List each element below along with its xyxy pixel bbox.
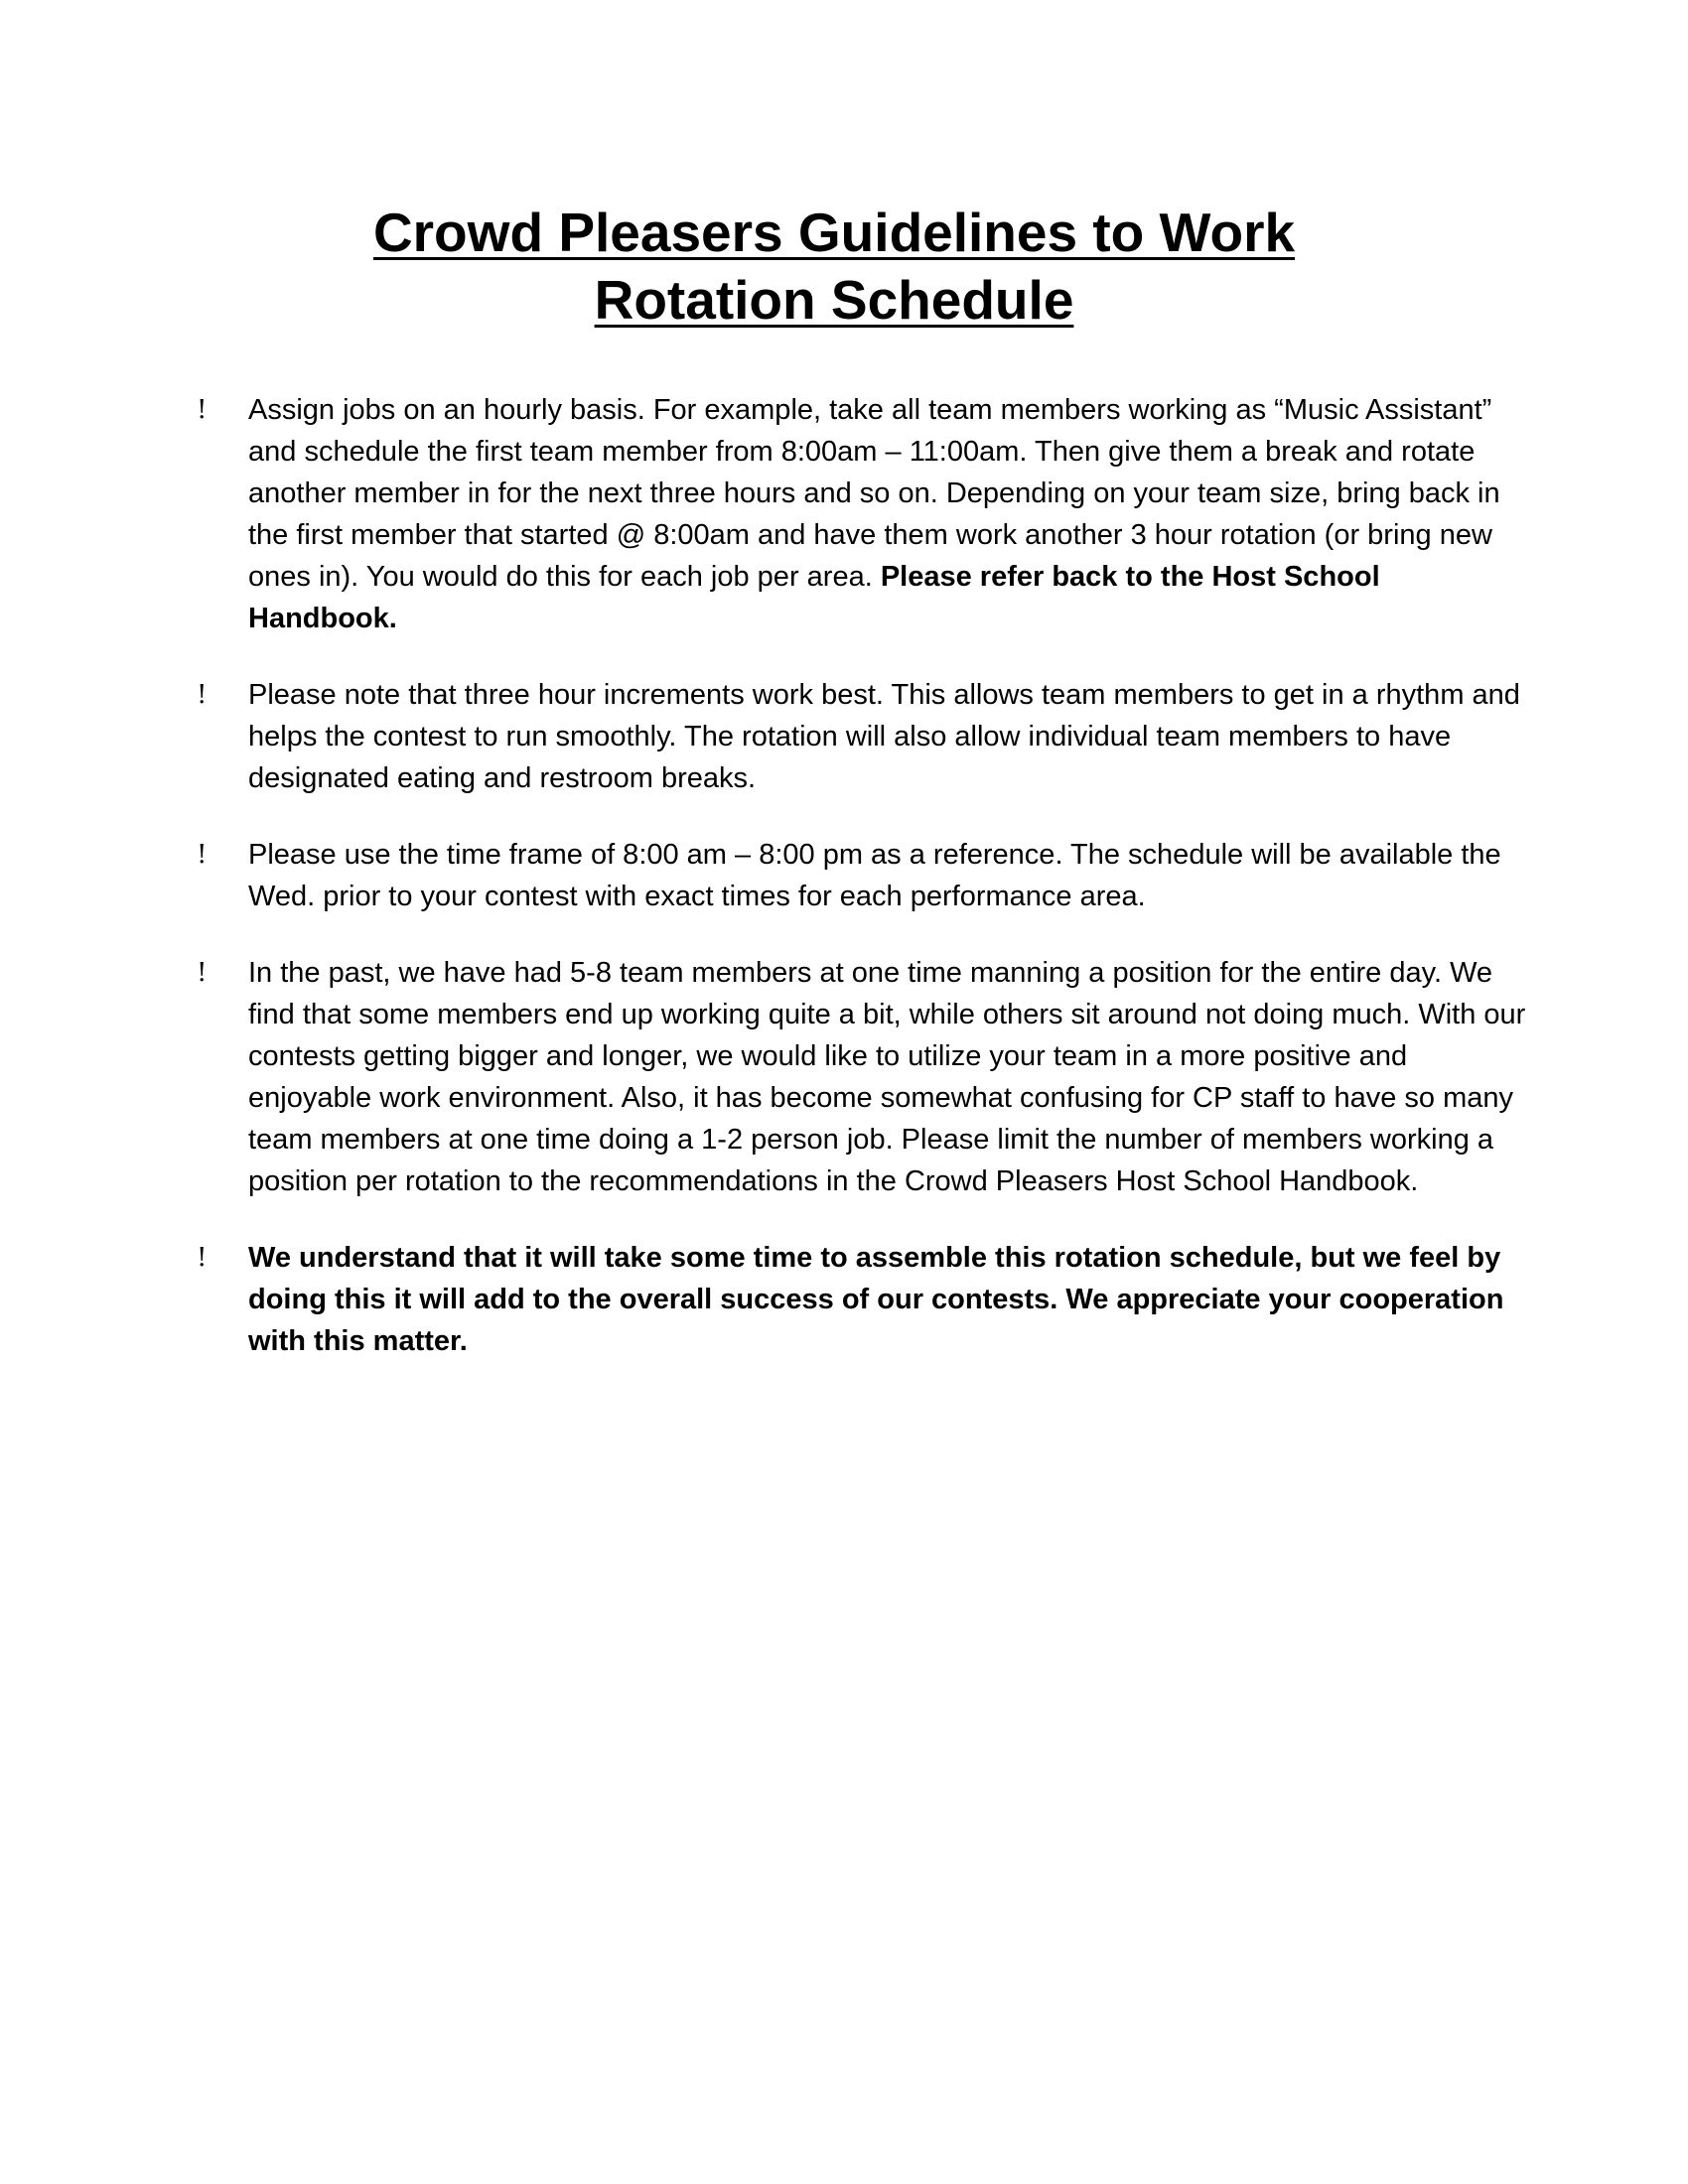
guideline-bold-text: We understand that it will take some time to assemble this rotation schedule, but we feel by doing this it will add to the overall success of our contests. We appreciate your cooperation with this matter. xyxy=(248,1242,1504,1357)
guideline-item-4 xyxy=(197,952,1527,1202)
guideline-text: In the past, we have had 5-8 team members at one time manning a position for the entire day. We find that some members end up working quite a bit, while others sit around not doing much. With our contests getting bigger and longer, we would like to utilize your team in a more positive and enjoyable work environment. Also, it has become somewhat confusing for CP staff to have so many team members at one time doing a 1-2 person job. Please limit the number of members working a position per rotation to the recommendations in the Crowd Pleasers Host School Handbook. xyxy=(248,957,1526,1197)
page-title xyxy=(248,199,1420,334)
bullet-mark: ! xyxy=(197,680,208,710)
guideline-bold-text: Please refer back to the Host School Handbook. xyxy=(248,561,1380,634)
guideline-text: Assign jobs on an hourly basis. For example, take all team members working as “Music Assistant” and schedule the first team member from 8:00am – 11:00am. Then give them a break and rotate another member in for the next three hours and so on. Depending on your team size, bring back in the first member that started @ 8:00am and have them work another 3 hour rotation (or bring new ones in). You would do this for each job per area. xyxy=(248,394,1500,593)
guideline-list xyxy=(197,389,1527,1362)
bullet-mark: ! xyxy=(197,840,208,870)
guideline-item-3 xyxy=(197,834,1527,917)
title-line-1: Crowd Pleasers Guidelines to Work xyxy=(372,202,1296,263)
bullet-mark: ! xyxy=(197,395,208,425)
guideline-text: Please use the time frame of 8:00 am – 8:00 pm as a reference. The schedule will be available the Wed. prior to your contest with exact times for each performance area. xyxy=(248,839,1501,912)
bullet-mark: ! xyxy=(197,1243,208,1273)
bullet-mark: ! xyxy=(197,958,208,988)
guideline-item-2 xyxy=(197,674,1527,799)
guideline-item-1 xyxy=(197,389,1527,639)
guideline-item-5 xyxy=(197,1237,1527,1362)
guideline-text: Please note that three hour increments work best. This allows team members to get in a rhythm and helps the contest to run smoothly. The rotation will also allow individual team members to have designated eating and restroom breaks. xyxy=(248,679,1520,794)
title-line-2: Rotation Schedule xyxy=(594,269,1074,331)
